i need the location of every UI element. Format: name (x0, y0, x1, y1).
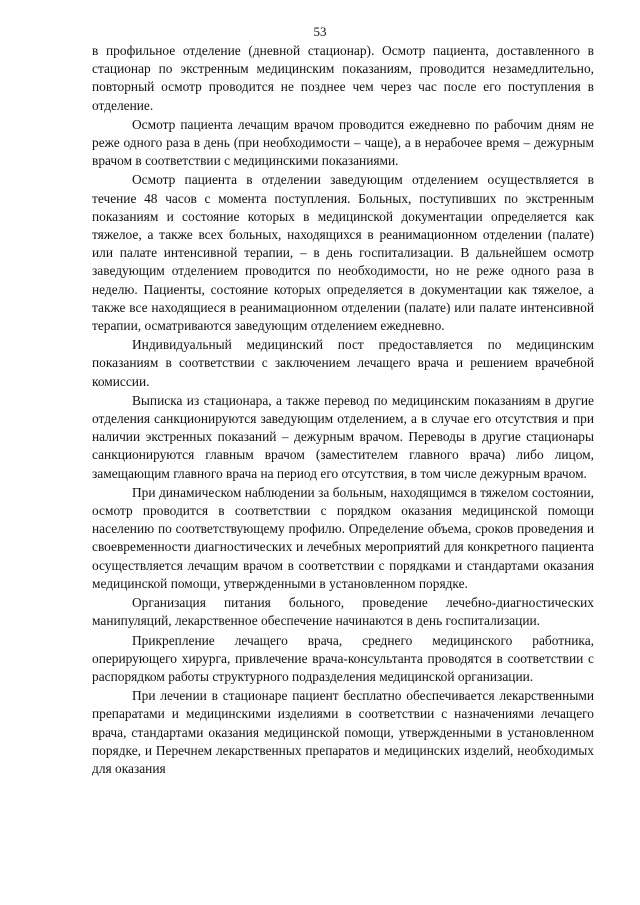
paragraph-8: Прикрепление лечащего врача, среднего медицинского работника, оперирующего хирурга, привлечение врача-консультанта проводятся в соответствии с распорядком работы структурного подразделения медицинской организации. (92, 632, 594, 684)
page-number: 53 (313, 24, 327, 39)
paragraph-2: Осмотр пациента лечащим врачом проводится ежедневно по рабочим дням не реже одного раза в день (при необходимости – чаще), а в нерабочее время – дежурным врачом в соответствии с медицинскими показаниями. (92, 116, 594, 169)
paragraph-9: При лечении в стационаре пациент бесплатно обеспечивается лекарственными препаратами и медицинскими изделиями в соответствии с назначениями лечащего врача, стандартами оказания медицинской помощи, утвержденными в установленном порядке, и Перечнем лекарственных препаратов и медицинских изделий, необходимых для оказания (92, 688, 594, 776)
paragraph-3: Осмотр пациента в отделении заведующим отделением осуществляется в течение 48 часов с момента поступления. Больных, поступивших по экстренным показаниям и состояние которых в медицинской документации определяется как тяжелое, а также всех больных, находящихся в реанимационном отделении (палате) или палате интенсивной терапии, – в день госпитализации. В дальнейшем осмотр заведующим отделением проводится по необходимости, но не реже одного раза в неделю. Пациенты, состояние которых определяется в документации как тяжелое, а также все находящиеся в реанимационном отделении (палате) или палате интенсивной терапии, осматриваются заведующим отделением ежедневно. (92, 172, 594, 334)
paragraph-4: Индивидуальный медицинский пост предоставляется по медицинским показаниям в соответствии с заключением лечащего врача и решением врачебной комиссии. (92, 337, 594, 389)
paragraph-6: При динамическом наблюдении за больным, находящимся в тяжелом состоянии, осмотр проводится в соответствии с порядком оказания медицинской помощи населению по соответствующему профилю. Определение объема, сроков проведения и своевременности диагностических и лечебных мероприятий для конкретного пациента осуществляется лечащим врачом в соответствии с порядками и стандартами оказания медицинской помощи, утвержденными в установленном порядке. (92, 484, 594, 591)
body-text (92, 42, 594, 779)
paragraph-5: Выписка из стационара, а также перевод по медицинским показаниям в другие отделения санкционируются заведующим отделением, а в случае его отсутствия и при наличии экстренных показаний – дежурным врачом. Переводы в другие стационары санкционируются главным врачом (заместителем главного врача) либо лицом, замещающим главного врача на период его отсутствия, в том числе дежурным врачом. (92, 392, 594, 481)
paragraph-1: в профильное отделение (дневной стационар). Осмотр пациента, доставленного в стационар по экстренным медицинским показаниям, проводится незамедлительно, повторный осмотр проводится не позднее чем через час после его поступления в отделение. (92, 43, 594, 113)
paragraph-7: Организация питания больного, проведение лечебно-диагностических манипуляций, лекарственное обеспечение начинаются в день госпитализации. (92, 595, 594, 629)
